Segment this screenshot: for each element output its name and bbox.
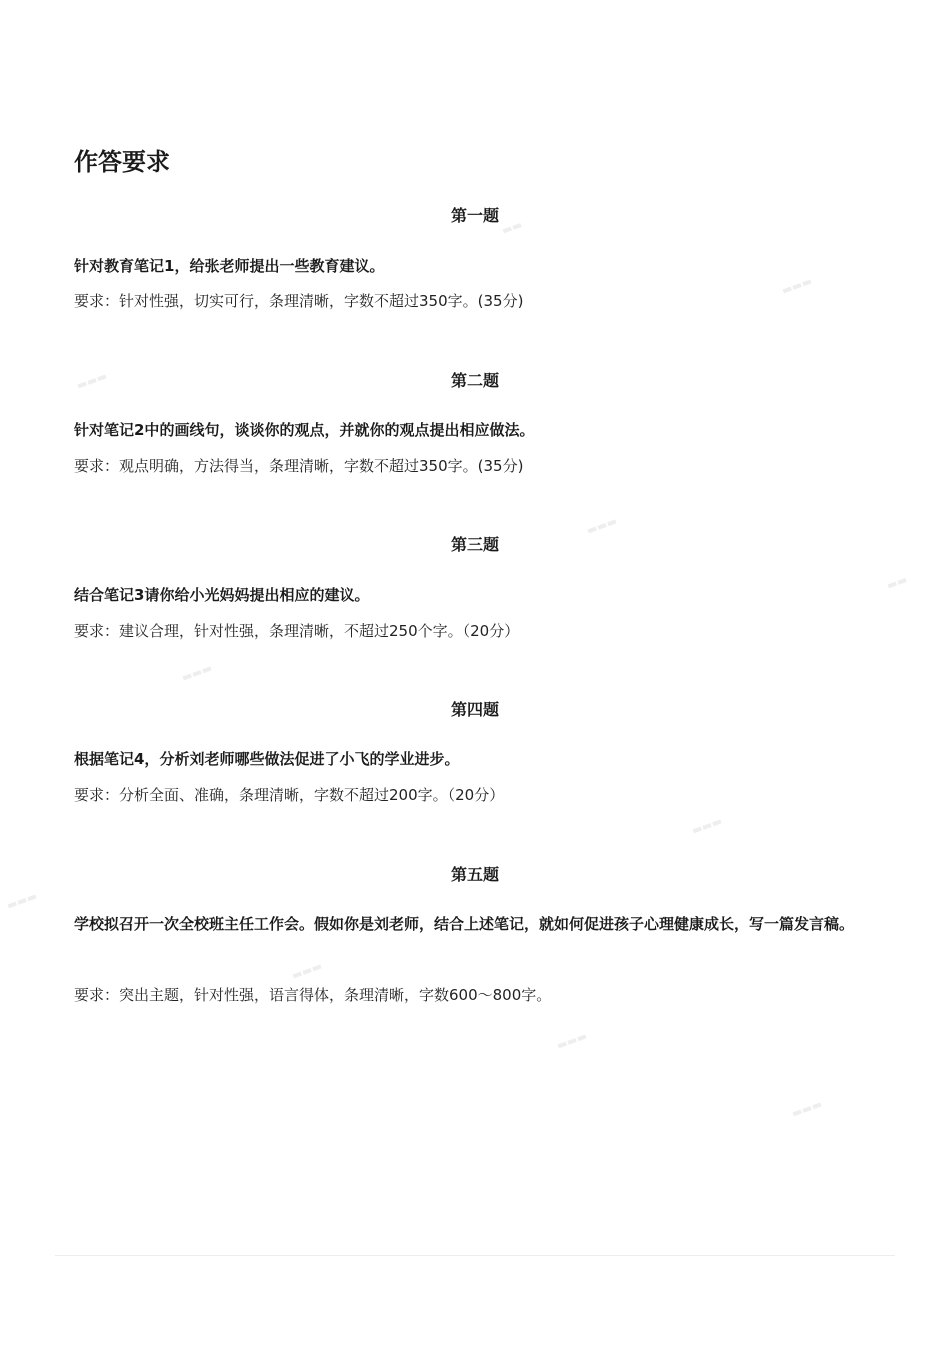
watermark-mark: ▬▬▬	[290, 959, 324, 983]
watermark-mark: ▬▬▬	[780, 274, 814, 298]
question-3-requirement: 要求：建议合理，针对性强，条理清晰，不超过250个字。（20分）	[74, 622, 520, 640]
question-3-prompt: 结合笔记3请你给小光妈妈提出相应的建议。	[74, 586, 370, 604]
question-1-title: 第一题	[450, 206, 499, 225]
watermark-mark: ▬▬▬	[555, 1029, 589, 1053]
question-4-prompt: 根据笔记4，分析刘老师哪些做法促进了小飞的学业进步。	[74, 750, 460, 768]
question-1-prompt: 针对教育笔记1，给张老师提出一些教育建议。	[74, 257, 385, 275]
question-2-requirement: 要求：观点明确，方法得当，条理清晰，字数不超过350字。(35分)	[74, 457, 524, 475]
question-5-prompt: 学校拟召开一次全校班主任工作会。假如你是刘老师，结合上述笔记，就如何促进孩子心理健康成长，写一篇发言稿。	[74, 915, 855, 933]
question-5-requirement: 要求：突出主题，针对性强，语言得体，条理清晰，字数600～800字。	[74, 986, 552, 1004]
watermark-mark: ▬▬▬	[690, 814, 724, 838]
page-title: 作答要求	[74, 148, 170, 176]
watermark-mark: ▬▬▬	[180, 661, 214, 685]
footer-divider	[55, 1255, 895, 1256]
watermark-mark: ▬▬▬	[5, 889, 39, 913]
question-3-title: 第三题	[450, 535, 499, 554]
question-1-requirement: 要求：针对性强，切实可行，条理清晰，字数不超过350字。(35分)	[74, 292, 524, 310]
question-4-title: 第四题	[450, 700, 499, 719]
question-5-title: 第五题	[450, 865, 499, 884]
watermark-mark: ▬▬▬	[790, 1097, 824, 1121]
question-2-title: 第二题	[450, 371, 499, 390]
question-4-requirement: 要求：分析全面、准确，条理清晰，字数不超过200字。（20分）	[74, 786, 505, 804]
watermark-mark: ▬▬▬	[585, 514, 619, 538]
watermark-mark: ▬▬	[500, 217, 524, 238]
watermark-mark: ▬▬▬	[75, 369, 109, 393]
question-2-prompt: 针对笔记2中的画线句，谈谈你的观点，并就你的观点提出相应做法。	[74, 421, 535, 439]
watermark-mark: ▬▬	[885, 572, 909, 593]
